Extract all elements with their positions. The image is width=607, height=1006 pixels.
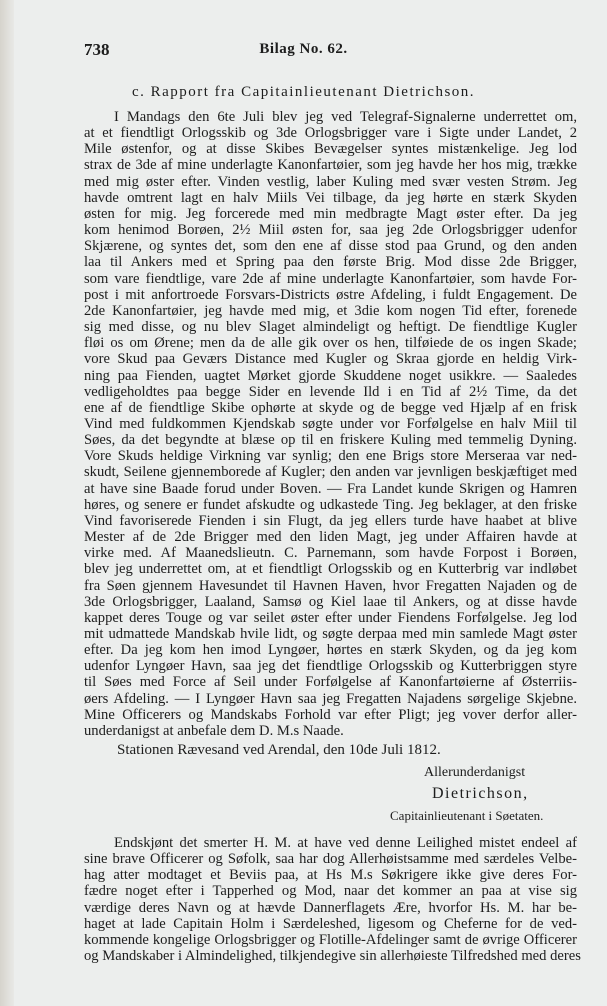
text-line: at et fiendtligt Orlogsskib og 3de Orlogsbrigger vare i Sigte under Landet, 2 bbox=[84, 125, 577, 142]
text-line: Vind med fuldkommen Kjendskab søgte under vor Forfølgelse en halv Miil til bbox=[84, 415, 577, 432]
text-line: med mig øster efter. Vinden vestlig, laber Kuling med svær vesten Strøm. Jeg bbox=[84, 173, 577, 190]
text-line: som vare fiendtlige, vare 2de af mine underlagte Kanonfartøier, som havde For- bbox=[84, 270, 577, 287]
text-line: mit udmattede Mandskab hvile lidt, og søgte derpaa med min samlede Magt øster bbox=[84, 626, 577, 642]
text-line: blev jeg underrettet om, at et fiendtligt Orlogsskib og en Kutterbrig var indløbet bbox=[84, 561, 577, 578]
signature-title: Capitainlieutenant i Søetaten. bbox=[390, 808, 544, 823]
text-line: efter. Da jeg kom hen imod Lyngøer, hørtes en stærk Skyden, og da jeg kom bbox=[84, 642, 577, 659]
page-edge bbox=[0, 0, 14, 1006]
text-line: underdanigst at anbefale dem D. M.s Naade. bbox=[84, 722, 344, 739]
text-line: Endskjønt det smerter H. M. at have ved denne Leilighed mistet endeel af bbox=[114, 835, 577, 851]
text-line: kappet deres Touge og var seilet øster efter under Fiendens Forfølgelse. Jeg lod bbox=[84, 609, 577, 626]
text-line: haget at lade Capitain Holm i Særdeleshed, ligesom og Cheferne for de ved- bbox=[84, 915, 577, 932]
text-line: post i mit anfortroede Forsvars-Districts østre Afdeling, i fuldt Engagement. De bbox=[84, 286, 577, 303]
signature: Dietrichson, bbox=[432, 785, 529, 802]
text-line: hag atter modtaget et Beviis paa, at Hs M.s Søkrigere ikke give deres For- bbox=[84, 867, 577, 884]
text-line: kommende kongelige Orlogsbrigger og Flotille-Afdelinger samt de øvrige Officerer bbox=[84, 931, 577, 948]
text-line: Mine Officerers og Mandskabs Forhold var efter Pligt; jeg vover derfor aller- bbox=[84, 706, 577, 723]
text-line: udenfor Lyngøer Havn, saa jeg det fiendtlige Orlogsskib og Kutterbriggen styre bbox=[84, 658, 577, 675]
text-line: kom henimod Borøen, 2½ Miil østen for, saa jeg 2de Orlogsbrigger udenfor bbox=[84, 222, 577, 239]
text-line: sig med disse, og nu blev Slaget almindeligt og heftigt. De fiendtlige Kugler bbox=[84, 319, 577, 336]
text-line: fra Søen gjennem Havesundet til Havnen Haven, hvor Fregatten Najaden og de bbox=[84, 577, 577, 594]
text-line: havde omtrent lagt en halv Miils Vei tilbage, da jeg hørte en stærk Skyden bbox=[84, 189, 577, 206]
text-line: vore Skud paa Geværs Distance med Kugler og Skraa gjorde en heldig Virk- bbox=[84, 351, 577, 368]
text-line: værdige deres Navn og at hævde Dannerflagets Ære, hvorfor Hs. M. har be- bbox=[84, 899, 577, 916]
text-line: østen for mig. Jeg forcerede med min medbragte Magt øster efter. Da jeg bbox=[84, 205, 577, 222]
text-line: I Mandags den 6te Juli blev jeg ved Telegraf-Signalerne underrettet om, bbox=[114, 109, 577, 125]
text-line: og Mandskaber i Almindelighed, tilkjendegive sin allerhøieste Tilfredshed med deres bbox=[84, 948, 581, 965]
text-line: strax de 3de af mine underlagte Kanonfartøier, som jeg havde her hos mig, trække bbox=[84, 157, 577, 174]
report-paragraph bbox=[84, 109, 577, 739]
text-line: sine brave Officerer og Søfolk, saa har dog Allerhøistsamme med særdeles Velbe- bbox=[84, 851, 577, 868]
text-line: laa til Ankers med et Spring paa den første Brig. Mod disse 2de Brigger, bbox=[84, 254, 577, 271]
text-line: 2de Kanonfartøier, jeg havde med mig, et 3die kom nogen Tid efter, forenede bbox=[84, 302, 577, 319]
dateline: Stationen Rævesand ved Arendal, den 10de Juli 1812. bbox=[117, 742, 441, 758]
text-line: høres, og senere er fundet afskudte og udkastede Ting. Jeg beklager, at den friske bbox=[84, 496, 577, 513]
text-line: 3de Orlogsbrigger, Laaland, Samsø og Kiel laae til Ankers, og at disse havde bbox=[84, 593, 577, 610]
text-line: Vind favoriserede Fienden i sin Flugt, da jeg ellers turde have haabet at blive bbox=[84, 512, 577, 529]
text-line: vedligeholdtes paa begge Sider en levende Ild i en Tid af 2½ Time, da det bbox=[84, 383, 577, 400]
text-line: ene af de fiendtlige Skibe ophørte at skyde og de begge ved Hjælp af en frisk bbox=[84, 399, 577, 416]
text-line: ning paa Fienden, uagtet Mørket gjorde Skuddene noget usikkre. — Saaledes bbox=[84, 367, 577, 384]
text-line: Mester af de 2de Brigger med den liden Magt, jeg under Affairen havde at bbox=[84, 529, 577, 546]
text-line: at have sine Baade forud under Boven. — Fra Landet kunde Skrigen og Hamren bbox=[84, 480, 577, 497]
text-line: til Søes med Force af Seil under Forfølgelse af Kanonfartøierne af Østerriis- bbox=[84, 674, 577, 691]
page-number: 738 bbox=[84, 40, 110, 59]
section-title: c. Rapport fra Capitainlieutenant Dietrichson. bbox=[131, 84, 476, 100]
text-line: fløi os om Ørene; men da de alle gik over os hen, tilføiede de os ingen Skade; bbox=[84, 335, 577, 352]
resolution-paragraph bbox=[84, 835, 581, 965]
text-line: Skjærene, og syntes det, som den ene af disse stod paa Grund, og den anden bbox=[84, 238, 577, 255]
running-header: Bilag No. 62. bbox=[259, 41, 348, 57]
text-line: virke med. Af Maanedslieutn. C. Parnemann, som havde Forpost i Borøen, bbox=[84, 545, 577, 562]
text-line: Mile østenfor, og at disse Skibes Bevægelser syntes mistænkelige. Jeg lod bbox=[84, 141, 577, 158]
text-line: fædre noget efter i Tapperhed og Mod, naar det kommer an paa at vise sig bbox=[84, 883, 577, 900]
closing-salutation: Allerunderdanigst bbox=[424, 765, 526, 780]
text-line: skudt, Seilene gjennemborede af Kugler; den anden var jevnligen beskjæftiget med bbox=[84, 464, 577, 481]
text-line: øers Afdeling. — I Lyngøer Havn saa jeg Fregatten Najadens sørgelige Skjebne. bbox=[84, 690, 577, 707]
text-line: Vore Skuds heldige Virkning var synlig; den ene Brigs store Merseraa var ned- bbox=[84, 448, 577, 465]
text-line: Søes, da det begyndte at blæse op til en friskere Kuling med temmelig Dyning. bbox=[84, 432, 577, 449]
